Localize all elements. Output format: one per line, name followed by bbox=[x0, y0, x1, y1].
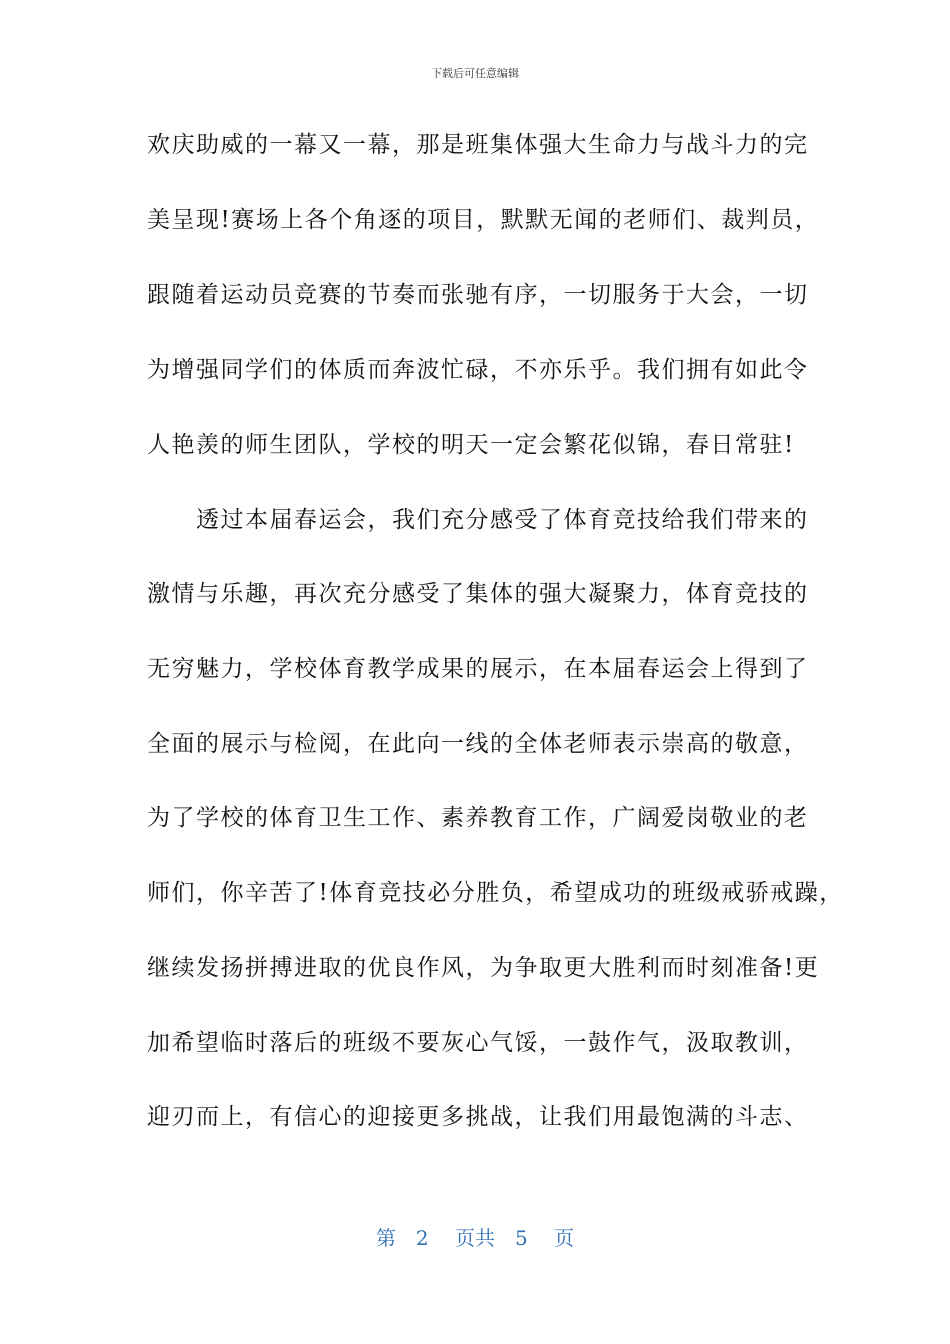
body-line: 师们，你辛苦了!体育竞技必分胜负，希望成功的班级戒骄戒躁， bbox=[147, 880, 844, 906]
body-line: 欢庆助威的一幕又一幕，那是班集体强大生命力与战斗力的完 bbox=[147, 132, 809, 158]
body-line: 迎刃而上，有信心的迎接更多挑战，让我们用最饱满的斗志、 bbox=[147, 1104, 809, 1130]
body-line: 美呈现!赛场上各个角逐的项目，默默无闻的老师们、裁判员， bbox=[147, 207, 820, 233]
body-line: 无穷魅力，学校体育教学成果的展示，在本届春运会上得到了 bbox=[147, 656, 809, 682]
body-line: 跟随着运动员竞赛的节奏而张驰有序，一切服务于大会，一切 bbox=[147, 282, 809, 308]
body-line: 加希望临时落后的班级不要灰心气馁，一鼓作气，汲取教训， bbox=[147, 1030, 809, 1056]
body-line: 激情与乐趣，再次充分感受了集体的强大凝聚力，体育竞技的 bbox=[147, 581, 809, 607]
page-number-footer: 第 2 页共 5 页 bbox=[375, 1226, 575, 1250]
body-line: 为增强同学们的体质而奔波忙碌，不亦乐乎。我们拥有如此令 bbox=[147, 357, 809, 383]
body-line: 透过本届春运会，我们充分感受了体育竞技给我们带来的 bbox=[147, 507, 809, 533]
page-header: 下载后可任意编辑 bbox=[431, 67, 519, 80]
body-line: 人艳羡的师生团队，学校的明天一定会繁花似锦，春日常驻! bbox=[147, 432, 795, 458]
body-line: 继续发扬拼搏进取的优良作风，为争取更大胜利而时刻准备!更 bbox=[147, 955, 820, 981]
body-line: 为了学校的体育卫生工作、素养教育工作，广阔爱岗敬业的老 bbox=[147, 805, 809, 831]
body-line: 全面的展示与检阅，在此向一线的全体老师表示崇高的敬意， bbox=[147, 731, 809, 757]
